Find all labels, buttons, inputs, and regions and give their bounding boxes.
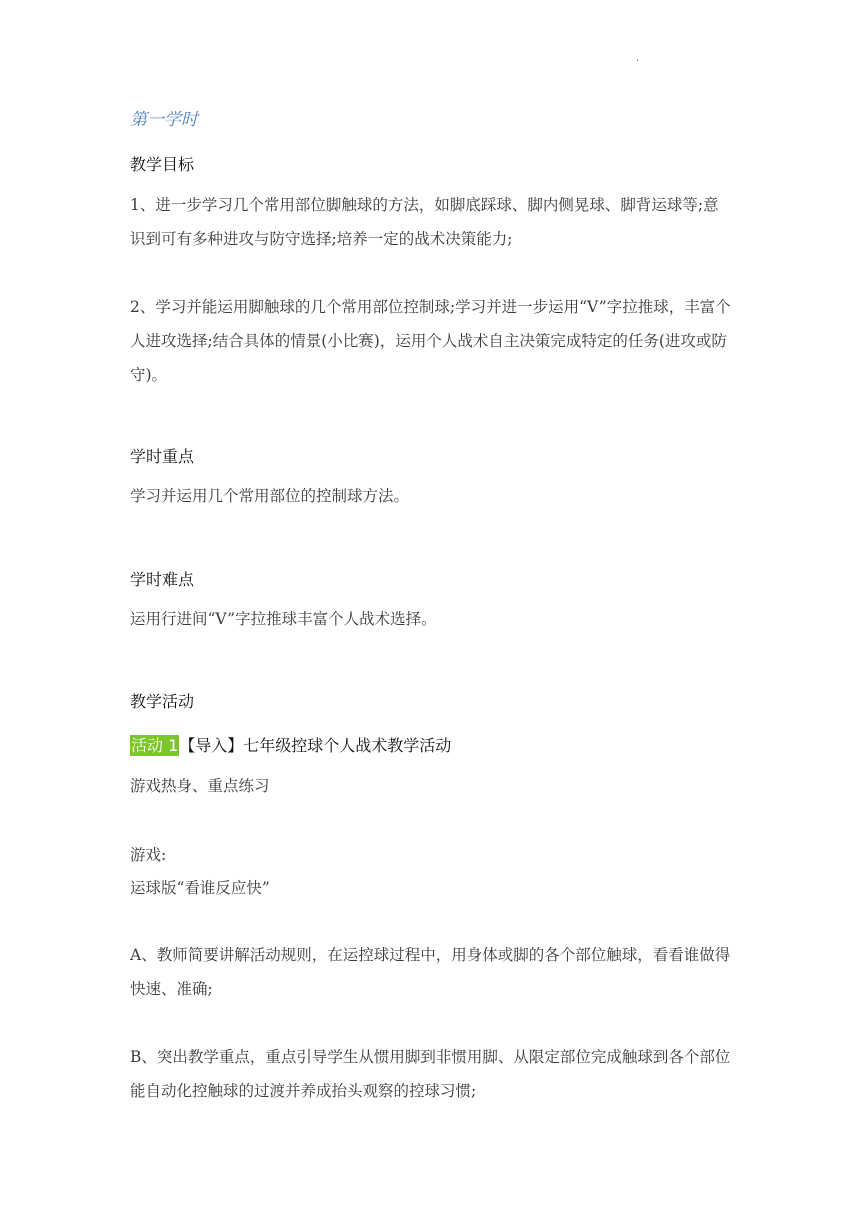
header-mark: . [636, 53, 640, 64]
game-name: 运球版“看谁反应快” [130, 879, 270, 897]
objectives-heading: 教学目标 [130, 155, 195, 174]
activity-1-tag: 活动 1 [131, 736, 179, 755]
activities-heading: 教学活动 [130, 692, 195, 711]
game-label: 游戏: [130, 846, 167, 864]
activity-1-title: 【导入】七年级控球个人战术教学活动 [179, 736, 452, 755]
difficulties-heading: 学时难点 [130, 570, 195, 589]
objective-item-1: 1、进一步学习几个常用部位脚触球的方法，如脚底踩球、脚内侧晃球、脚背运球等;意识到可有多种进攻与防守选择;培养一定的战术决策能力; [130, 196, 719, 248]
lesson-title: 第一学时 [130, 110, 198, 130]
key-points-heading: 学时重点 [130, 447, 195, 466]
activity-1-title-line [130, 733, 734, 759]
key-points-text: 学习并运用几个常用部位的控制球方法。 [130, 487, 410, 505]
difficulties-text: 运用行进间“V”字拉推球丰富个人战术选择。 [130, 610, 437, 628]
objective-item-2: 2、学习并能运用脚触球的几个常用部位控制球;学习并进一步运用“V”字拉推球，丰富个人进攻选择;结合具体的情景(小比赛)，运用个人战术自主决策完成特定的任务(进攻或防守)。 [130, 298, 731, 384]
step-a: A、教师简要讲解活动规则，在运控球过程中，用身体或脚的各个部位触球，看看谁做得快速、准确; [130, 946, 731, 998]
step-b: B、突出教学重点，重点引导学生从惯用脚到非惯用脚、从限定部位完成触球到各个部位能自动化控触球的过渡并养成抬头观察的控球习惯; [130, 1048, 731, 1100]
activity-subtitle: 游戏热身、重点练习 [130, 777, 270, 795]
